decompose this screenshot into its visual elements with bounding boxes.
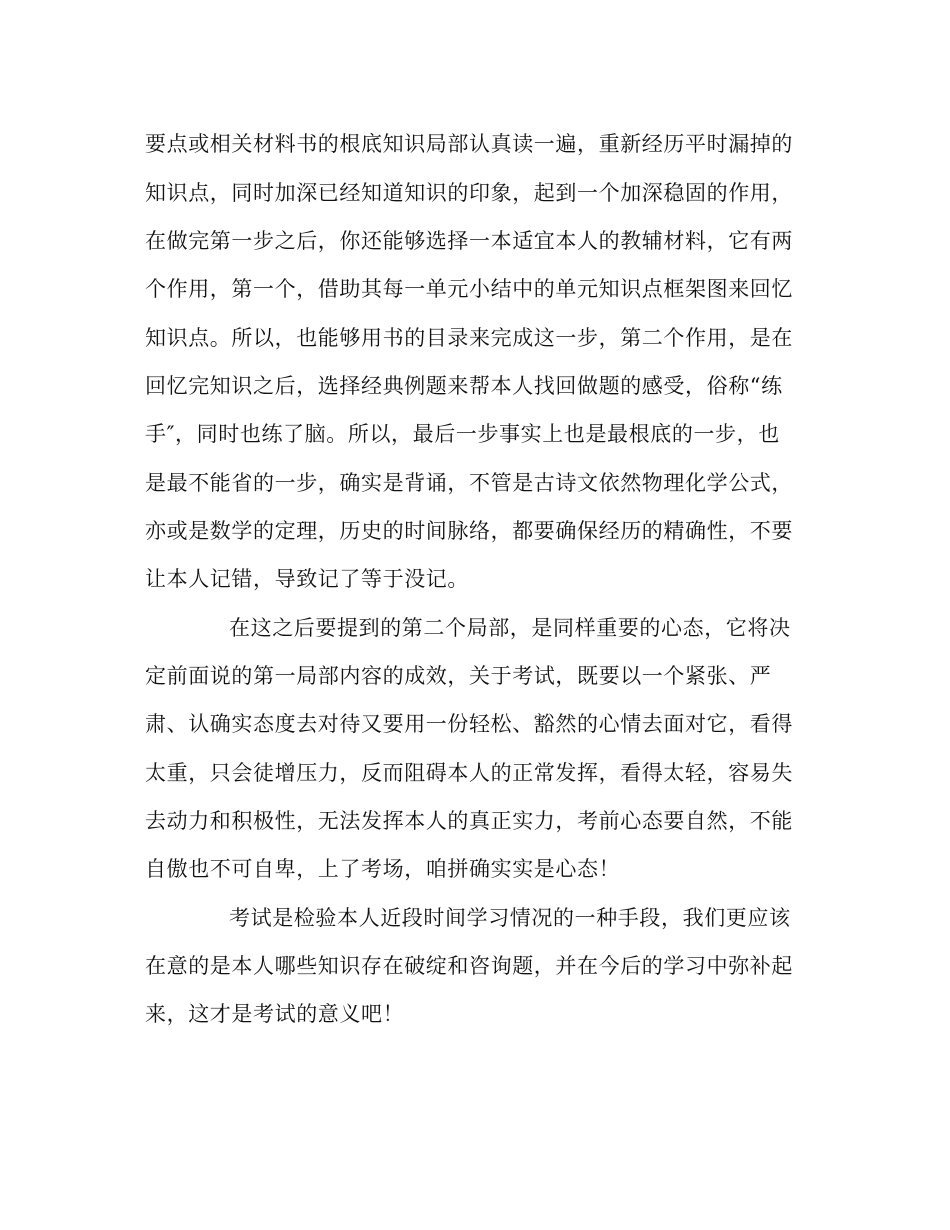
- paragraph-1-line-7: 手″，同时也练了脑。所以，最后一步事实上也是最根底的一步，也: [145, 422, 780, 446]
- paragraph-2-line-2: 定前面说的第一局部内容的成效，关于考试，既要以一个紧张、严: [145, 664, 772, 688]
- paragraph-3-line-3: 来，这才是考试的意义吧！: [145, 1002, 405, 1026]
- paragraph-3-line-1: 考试是检验本人近段时间学习情况的一种手段，我们更应该: [229, 906, 791, 930]
- paragraph-1-line-8: 是最不能省的一步，确实是背诵，不管是古诗文依然物理化学公式，: [145, 471, 793, 495]
- paragraph-2-line-5: 去动力和积极性，无法发挥本人的真正实力，考前心态要自然，不能: [145, 809, 793, 833]
- paragraph-1-line-10: 让本人记错，导致记了等于没记。: [145, 567, 469, 591]
- paragraph-1-line-6: 回忆完知识之后，选择经典例题来帮本人找回做题的感受，俗称“练: [145, 374, 783, 398]
- paragraph-1-line-1: 要点或相关材料书的根底知识局部认真读一遍，重新经历平时漏掉的: [145, 132, 793, 156]
- paragraph-2-line-4: 太重，只会徒增压力，反而阻碍本人的正常发挥，看得太轻，容易失: [145, 761, 793, 785]
- paragraph-3-line-2: 在意的是本人哪些知识存在破绽和咨询题，并在今后的学习中弥补起: [145, 954, 793, 978]
- paragraph-1-line-2: 知识点，同时加深已经知道知识的印象，起到一个加深稳固的作用，: [145, 181, 793, 205]
- paragraph-1-line-3: 在做完第一步之后，你还能够选择一本适宜本人的教辅材料，它有两: [145, 229, 793, 253]
- paragraph-1-line-4: 个作用，第一个，借助其每一单元小结中的单元知识点框架图来回忆: [145, 277, 793, 301]
- paragraph-2-line-1: 在这之后要提到的第二个局部，是同样重要的心态，它将决: [229, 616, 791, 640]
- paragraph-2-line-6: 自傲也不可自卑，上了考场，咱拼确实实是心态！: [145, 857, 621, 881]
- paragraph-1-line-5: 知识点。所以，也能够用书的目录来完成这一步，第二个作用，是在: [145, 326, 793, 350]
- paragraph-2-line-3: 肃、认确实态度去对待又要用一份轻松、豁然的心情去面对它，看得: [145, 712, 793, 736]
- paragraph-1-line-9: 亦或是数学的定理，历史的时间脉络，都要确保经历的精确性，不要: [145, 519, 793, 543]
